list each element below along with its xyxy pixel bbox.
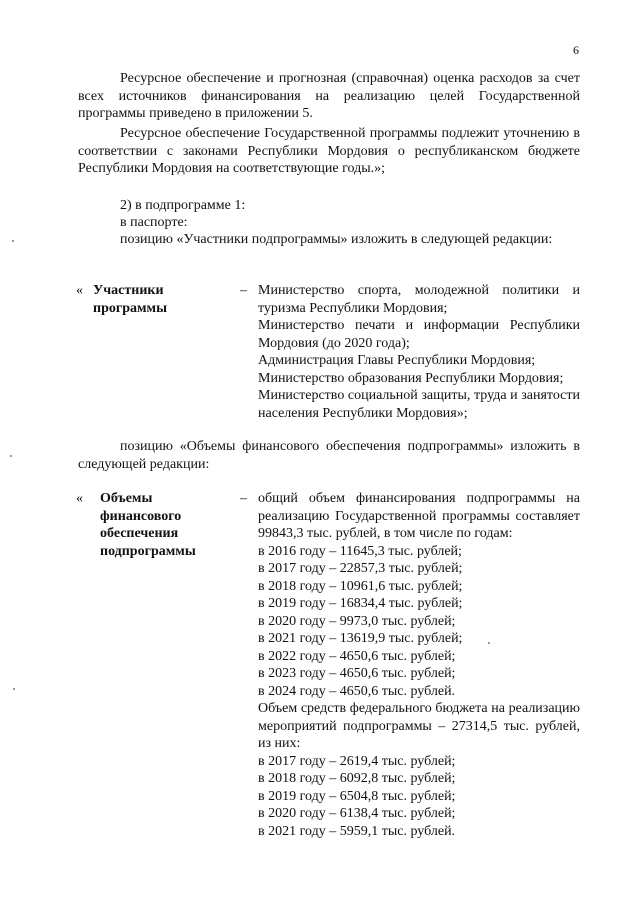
year-amount: в 2020 году – 9973,0 тыс. рублей; [258, 613, 456, 629]
year-amount: в 2024 году – 4650,6 тыс. рублей. [258, 683, 456, 699]
scan-mark [12, 240, 14, 242]
financing-intro: общий объем финансирования подпрограммы на реализацию Государственной программы составляет 99843,3 тыс. рублей, в том числе по годам: [258, 491, 580, 541]
year-amount: в 2016 году – 11645,3 тыс. рублей; [258, 543, 462, 559]
financing-dash: – [240, 491, 247, 506]
page-number: 6 [573, 43, 579, 57]
opening-quote: « [76, 283, 83, 298]
participants-dash: – [240, 283, 247, 298]
scan-mark [13, 688, 15, 690]
paragraph-subprogram-item: 2) в подпрограмме 1: [120, 198, 246, 213]
paragraph-resource-provision: Ресурсное обеспечение и прогнозная (справочная) оценка расходов за счет всех источников финансирования на реализацию целей Государственной программы приведено в приложении 5. [78, 71, 580, 121]
paragraph-participants-position: позицию «Участники подпрограммы» изложить в следующей редакции: [120, 232, 553, 247]
federal-intro: Объем средств федерального бюджета на реализацию мероприятий подпрограммы – 27314,5 тыс. рублей, из них: [258, 701, 580, 751]
year-amount: в 2018 году – 10961,6 тыс. рублей; [258, 578, 463, 594]
opening-quote: « [76, 491, 83, 506]
federal-year-amount: в 2017 году – 2619,4 тыс. рублей; [258, 753, 456, 769]
year-amount: в 2023 году – 4650,6 тыс. рублей; [258, 666, 456, 681]
paragraph-resource-clarification: Ресурсное обеспечение Государственной программы подлежит уточнению в соответствии с законами Республики Мордовия о республиканском бюджете Республики Мордовия на соответствующие годы.»; [78, 126, 580, 176]
scan-mark [10, 455, 12, 457]
year-amount: в 2017 году – 22857,3 тыс. рублей; [258, 561, 463, 576]
participant-item: Министерство образования Республики Мордовия; [258, 370, 564, 386]
participant-item: Администрация Главы Республики Мордовия; [258, 353, 536, 368]
participant-item: Министерство спорта, молодежной политики и туризма Республики Мордовия; [258, 283, 580, 316]
paragraph-financing-position: позицию «Объемы финансового обеспечения подпрограммы» изложить в следующей редакции: [78, 439, 580, 472]
federal-year-amount: в 2019 году – 6504,8 тыс. рублей; [258, 788, 456, 804]
federal-year-amount: в 2020 году – 6138,4 тыс. рублей; [258, 806, 456, 821]
scan-mark [488, 642, 490, 644]
participant-item: Министерство печати и информации Республики Мордовия (до 2020 года); [258, 318, 580, 351]
participant-item: Министерство социальной защиты, труда и занятости населения Республики Мордовия»; [258, 388, 580, 421]
financing-details [258, 490, 580, 840]
participants-list [258, 282, 580, 422]
year-amount: в 2019 году – 16834,4 тыс. рублей; [258, 596, 463, 611]
federal-year-amount: в 2018 году – 6092,8 тыс. рублей; [258, 771, 456, 786]
federal-year-amount: в 2021 году – 5959,1 тыс. рублей. [258, 823, 456, 839]
year-amount: в 2022 году – 4650,6 тыс. рублей; [258, 648, 456, 664]
paragraph-in-passport: в паспорте: [120, 215, 188, 230]
year-amount: в 2021 году – 13619,9 тыс. рублей; [258, 631, 463, 646]
financing-label: Объемы финансового обеспечения подпрограммы [100, 491, 196, 559]
participants-label: Участники программы [93, 283, 167, 316]
